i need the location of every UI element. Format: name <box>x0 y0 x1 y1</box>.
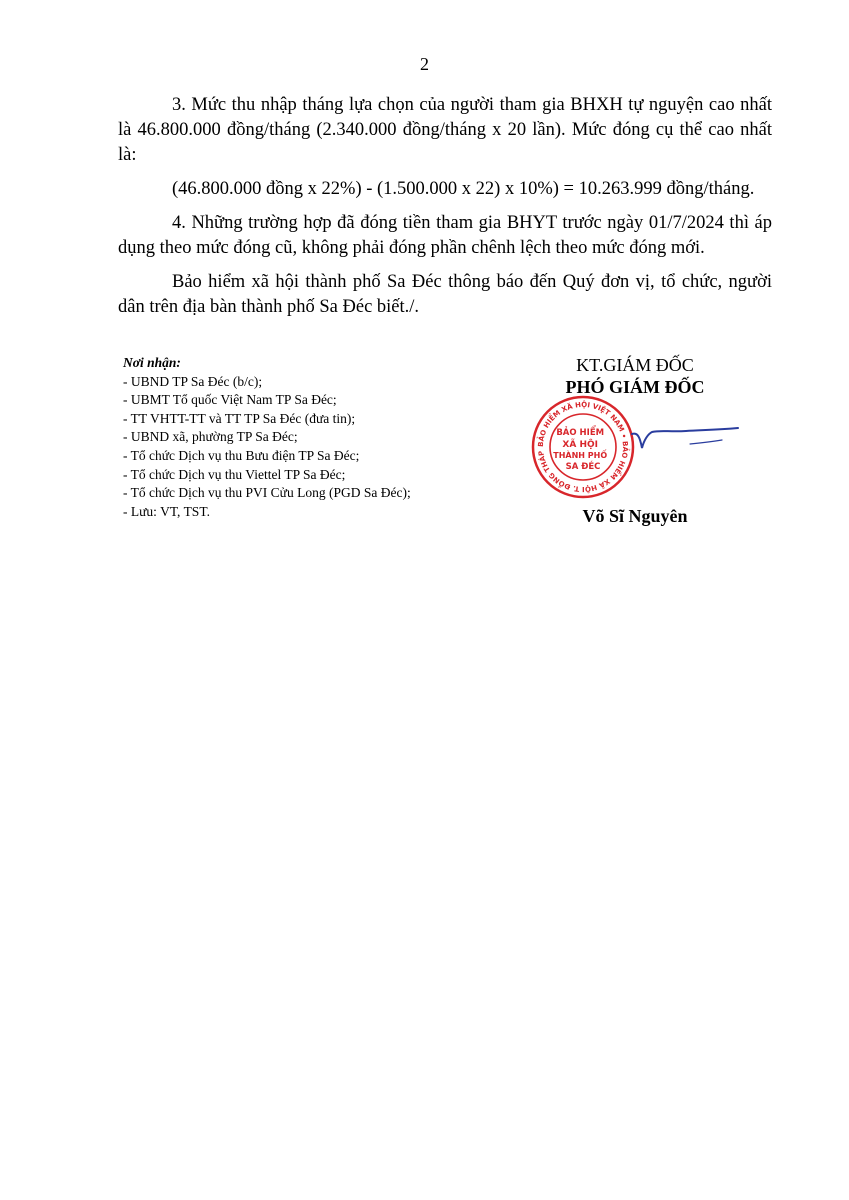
document-body <box>118 93 772 329</box>
contribution-formula: (46.800.000 đồng x 22%) - (1.500.000 x 22) x 10%) = 10.263.999 đồng/tháng. <box>172 179 755 199</box>
stamp-text: THÀNH PHỐ <box>553 451 608 460</box>
signer-role-line1: KT.GIÁM ĐỐC <box>576 355 694 375</box>
paragraph-3: 3. Mức thu nhập tháng lựa chọn của người tham gia BHXH tự nguyện cao nhất là 46.800.000 đồng/tháng (2.340.000 đồng/tháng x 20 lần). Mức đóng cụ thể cao nhất là: <box>118 95 772 165</box>
recipient-item: - UBMT Tổ quốc Việt Nam TP Sa Đéc; <box>123 392 337 408</box>
stamp-ring-text: BẢO HIỂM XÃ HỘI VIỆT NAM • BẢO HIỂM XÃ HỘI T. ĐỒNG THÁP <box>536 400 630 494</box>
page-number: 2 <box>420 54 429 74</box>
recipient-item: - Tổ chức Dịch vụ thu Bưu điện TP Sa Đéc; <box>123 447 360 463</box>
recipient-item: - TT VHTT-TT và TT TP Sa Đéc (đưa tin); <box>123 410 356 426</box>
recipients-list <box>123 373 411 522</box>
signature-block <box>520 354 750 526</box>
svg-text:BẢO HIỂM XÃ HỘI TH <box>553 420 612 472</box>
recipient-item: - Tổ chức Dịch vụ thu Viettel TP Sa Đéc; <box>123 466 346 482</box>
recipients-title: Nơi nhận: <box>123 355 181 370</box>
official-seal-stamp <box>530 394 636 500</box>
paragraph-4: 4. Những trường hợp đã đóng tiền tham gia BHYT trước ngày 01/7/2024 thì áp dụng theo mức đóng cũ, không phải đóng phần chênh lệch theo mức đóng mới. <box>118 213 772 258</box>
stamp-text: SA ĐÉC <box>565 462 601 472</box>
recipient-item: - UBND xã, phường TP Sa Đéc; <box>123 429 298 445</box>
stamp-text: XÃ HỘI <box>562 440 598 450</box>
recipient-item: - Lưu: VT, TST. <box>123 503 210 519</box>
recipient-item: - UBND TP Sa Đéc (b/c); <box>123 373 263 389</box>
signer-role-line2: PHÓ GIÁM ĐỐC <box>565 377 705 397</box>
stamp-text: BẢO HIỂM <box>556 428 605 438</box>
recipients-block <box>123 354 411 521</box>
handwritten-signature <box>630 426 750 466</box>
signer-name: Võ Sĩ Nguyên <box>582 506 688 526</box>
recipient-item: - Tổ chức Dịch vụ thu PVI Cửu Long (PGD Sa Đéc); <box>123 485 411 501</box>
closing-paragraph: Bảo hiểm xã hội thành phố Sa Đéc thông báo đến Quý đơn vị, tổ chức, người dân trên địa bàn thành phố Sa Đéc biết./. <box>118 272 772 317</box>
